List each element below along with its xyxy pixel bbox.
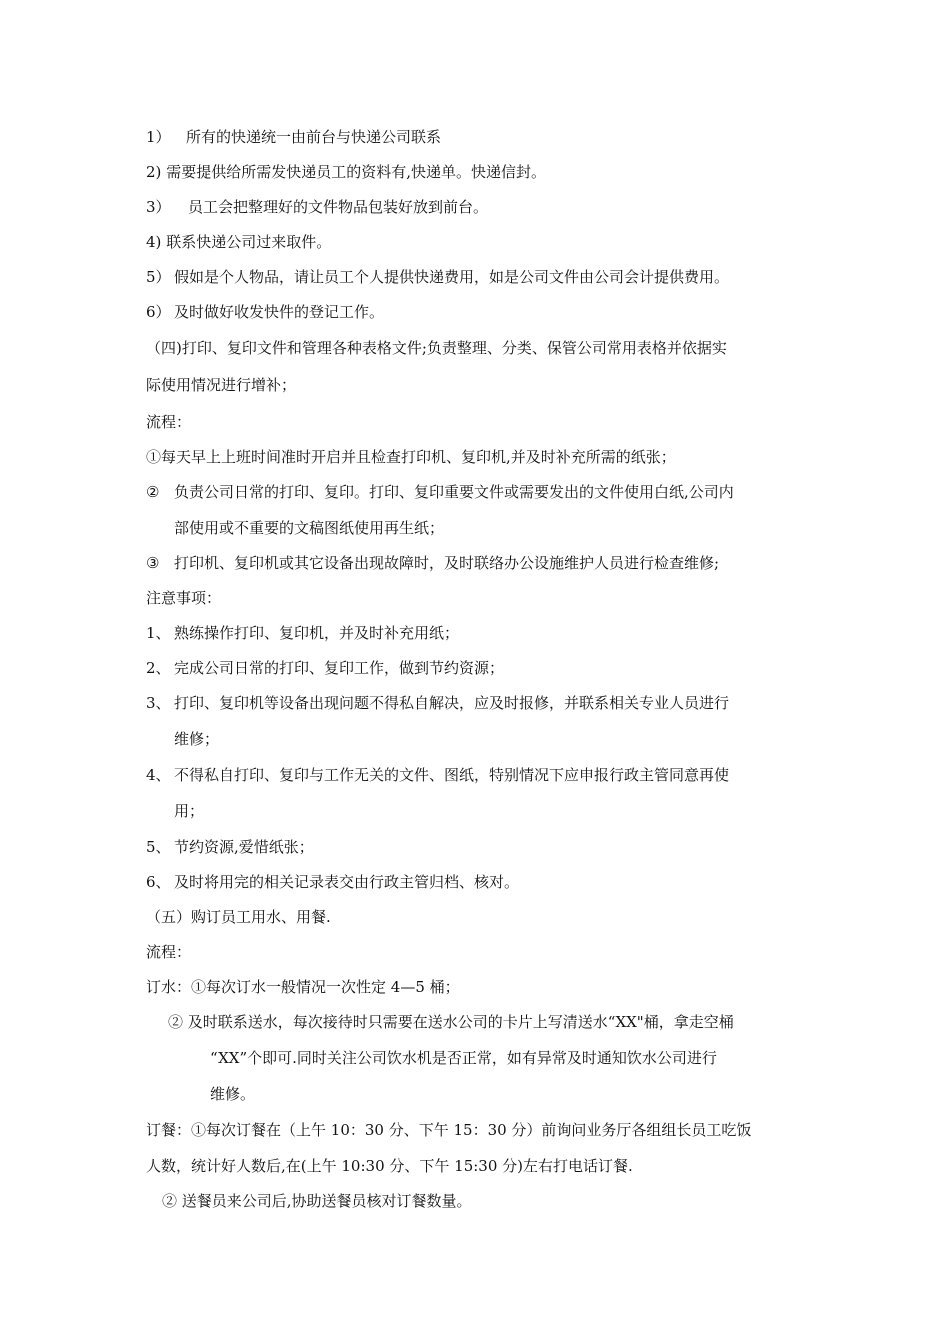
item-number: 5） xyxy=(146,268,171,286)
express-item xyxy=(146,127,816,147)
document-page xyxy=(146,124,816,1211)
note-item-continued: 用； xyxy=(174,802,205,820)
express-item xyxy=(146,162,816,182)
item-text: 所有的快递统一由前台与快递公司联系 xyxy=(186,128,442,146)
item-text: 需要提供给所需发快递员工的资料有,快递单。快递信封。 xyxy=(166,163,546,181)
item-text: 及时做好收发快件的登记工作。 xyxy=(174,303,385,321)
item-number: 6） xyxy=(146,303,171,321)
water-order-line: ② 及时联系送水，每次接待时只需要在送水公司的卡片上写清送水“XX"桶，拿走空桶 xyxy=(168,1013,734,1031)
express-item xyxy=(146,197,816,217)
meal-order-line: 人数，统计好人数后,在(上午 10:30 分、下午 15:30 分)左右打电话订餐. xyxy=(146,1157,633,1175)
step-marker: ③ xyxy=(146,554,160,572)
item-number: 2) xyxy=(146,163,162,181)
section-title-continued: 际使用情况进行增补； xyxy=(146,376,297,394)
water-order-line: 订水：①每次订水一般情况一次性定 4—5 桶； xyxy=(146,978,460,996)
express-item xyxy=(146,302,816,322)
item-text: 联系快递公司过来取件。 xyxy=(166,233,332,251)
note-item xyxy=(146,837,816,857)
note-item xyxy=(146,765,816,785)
water-order-line: 维修。 xyxy=(210,1085,256,1103)
item-number: 3） xyxy=(146,198,171,216)
water-order-line: “XX”个即可.同时关注公司饮水机是否正常，如有异常及时通知饮水公司进行 xyxy=(210,1049,717,1067)
section-title: （五）购订员工用水、用餐. xyxy=(146,908,331,926)
note-text: 熟练操作打印、复印机，并及时补充用纸； xyxy=(174,624,460,642)
note-number: 1、 xyxy=(146,624,171,642)
note-number: 6、 xyxy=(146,873,171,891)
note-item xyxy=(146,693,816,713)
note-text: 及时将用完的相关记录表交由行政主管归档、核对。 xyxy=(174,873,520,891)
note-item xyxy=(146,658,816,678)
note-item-continued: 维修； xyxy=(174,730,220,748)
step-text: 打印机、复印机或其它设备出现故障时，及时联络办公设施维护人员进行检查维修; xyxy=(174,554,720,572)
process-step xyxy=(146,482,816,502)
step-text: 每天早上上班时间准时开启并且检查打印机、复印机,并及时补充所需的纸张； xyxy=(161,448,676,466)
step-marker: ② xyxy=(146,483,160,501)
process-step-continued: 部使用或不重要的文稿图纸使用再生纸； xyxy=(174,519,445,537)
item-number: 4) xyxy=(146,233,162,251)
step-marker: ① xyxy=(146,448,162,466)
note-item xyxy=(146,623,816,643)
express-item xyxy=(146,232,816,252)
note-text: 节约资源,爱惜纸张； xyxy=(174,838,314,856)
section-title: （四)打印、复印文件和管理各种表格文件;负责整理、分类、保管公司常用表格并依据实 xyxy=(146,339,727,357)
process-step xyxy=(146,447,816,467)
meal-order-line: ② 送餐员来公司后,协助送餐员核对订餐数量。 xyxy=(162,1192,472,1210)
note-number: 4、 xyxy=(146,766,171,784)
meal-order-line: 订餐：①每次订餐在（上午 10：30 分、下午 15：30 分）前询问业务厅各组组长员工吃饭 xyxy=(146,1121,752,1139)
process-label: 流程： xyxy=(146,413,192,431)
note-number: 3、 xyxy=(146,694,171,712)
note-number: 5、 xyxy=(146,838,171,856)
item-number: 1） xyxy=(146,128,171,146)
note-number: 2、 xyxy=(146,659,171,677)
process-step xyxy=(146,553,816,573)
process-label: 流程： xyxy=(146,943,192,961)
note-text: 完成公司日常的打印、复印工作，做到节约资源； xyxy=(174,659,505,677)
step-text: 负责公司日常的打印、复印。打印、复印重要文件或需要发出的文件使用白纸,公司内 xyxy=(174,483,734,501)
notes-label: 注意事项： xyxy=(146,589,222,607)
note-item xyxy=(146,872,816,892)
note-text: 不得私自打印、复印与工作无关的文件、图纸，特别情况下应申报行政主管同意再使 xyxy=(174,766,730,784)
express-item xyxy=(146,267,816,287)
item-text: 员工会把整理好的文件物品包装好放到前台。 xyxy=(188,198,489,216)
note-text: 打印、复印机等设备出现问题不得私自解决，应及时报修，并联系相关专业人员进行 xyxy=(174,694,730,712)
item-text: 假如是个人物品，请让员工个人提供快递费用，如是公司文件由公司会计提供费用。 xyxy=(174,268,730,286)
